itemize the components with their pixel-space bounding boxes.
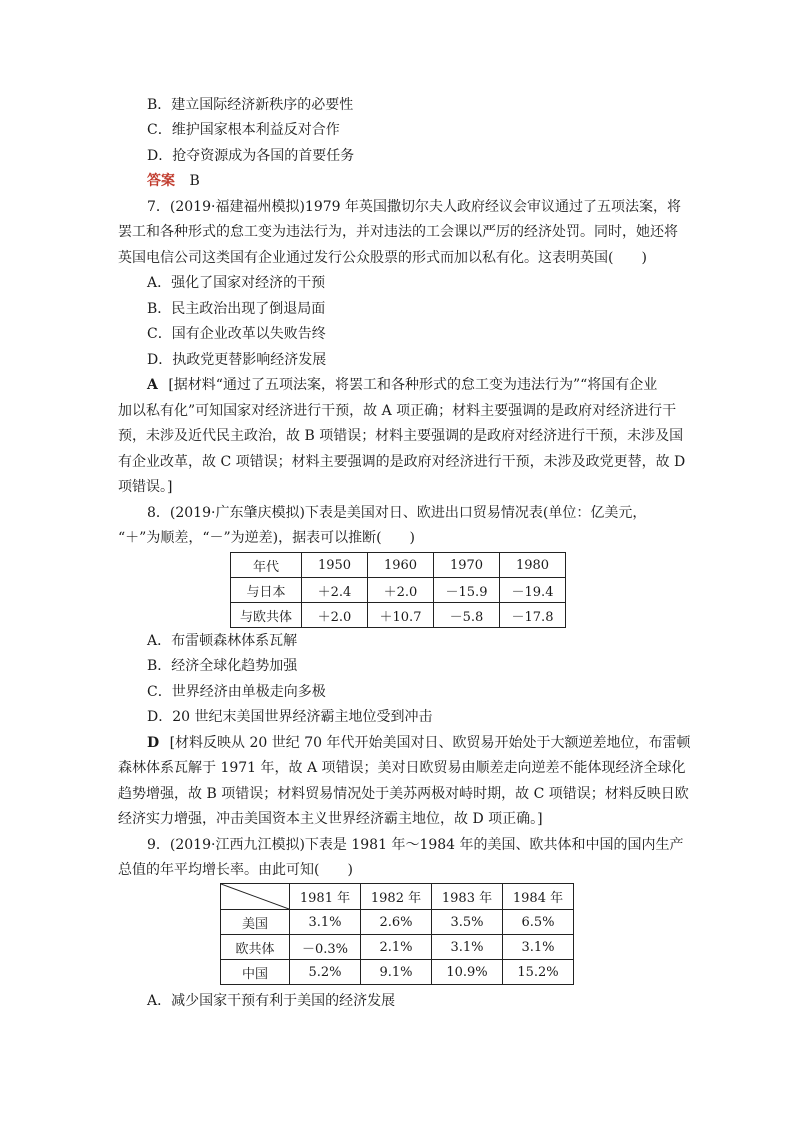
q8-explanation-line-2: 森林体系瓦解于 1971 年，故 A 项错误；美对日欧贸易由顺差走向逆差不能体现经济全球化 xyxy=(118,760,686,776)
table-header-cell: 1982 年 xyxy=(361,884,432,910)
table-cell: －17.8 xyxy=(500,603,566,628)
table-cell: 与日本 xyxy=(231,578,302,603)
table-cell: 3.1% xyxy=(432,935,503,960)
q8-trade-table xyxy=(230,552,566,628)
q7-explanation-line-3: 预，未涉及近代民主政治，故 B 项错误；材料主要强调的是政府对经济进行干预，未涉及国 xyxy=(118,428,684,444)
table-cell: 15.2% xyxy=(503,960,574,985)
table-row xyxy=(221,910,574,935)
q7-option-b: B．民主政治出现了倒退局面 xyxy=(147,301,326,317)
q6-option-b: B．建立国际经济新秩序的必要性 xyxy=(147,97,354,113)
explanation-text: [据材料“通过了五项法案，将罢工和各种形式的怠工变为违法行为”“将国有企业 xyxy=(168,377,658,393)
q6-answer xyxy=(147,171,200,191)
diagonal-line xyxy=(221,884,289,909)
table-cell: －0.3% xyxy=(290,935,361,960)
table-cell: 3.1% xyxy=(290,910,361,935)
answer-label: 答案 xyxy=(147,173,175,189)
table-cell: ＋2.0 xyxy=(302,603,368,628)
table-header-cell: 1980 xyxy=(500,553,566,578)
table-row xyxy=(231,578,566,603)
q7-explanation-line-5: 项错误。] xyxy=(118,479,173,495)
table-cell: ＋10.7 xyxy=(368,603,434,628)
table-row xyxy=(221,960,574,985)
explanation-answer-letter: A xyxy=(147,377,158,393)
q8-explanation-line-3: 趋势增强，故 B 项错误；材料贸易情况处于美苏两极对峙时期，故 C 项错误；材料反映日欧 xyxy=(118,786,689,802)
table-header-row xyxy=(231,553,566,578)
table-header-cell: 1970 xyxy=(434,553,500,578)
table-cell: ＋2.4 xyxy=(302,578,368,603)
q7-explanation-line-2: 加以私有化”可知国家对经济进行干预，故 A 项正确；材料主要强调的是政府对经济进行干 xyxy=(118,403,677,419)
q7-option-d: D．执政党更替影响经济发展 xyxy=(147,352,327,368)
q9-gdp-growth-table xyxy=(220,883,574,985)
table-cell: 3.1% xyxy=(503,935,574,960)
q9-stem-line-1: 9．(2019·江西九江模拟)下表是 1981 年～1984 年的美国、欧共体和中国的国内生产 xyxy=(147,837,684,853)
table-diagonal-corner xyxy=(221,884,290,910)
q7-explanation-line-1 xyxy=(147,375,657,395)
q7-option-a: A．强化了国家对经济的干预 xyxy=(147,275,326,291)
table-header-cell: 1950 xyxy=(302,553,368,578)
answer-value: B xyxy=(189,173,200,189)
table-cell: 6.5% xyxy=(503,910,574,935)
explanation-answer-letter: D xyxy=(147,735,160,751)
table-row xyxy=(221,935,574,960)
table-cell: 中国 xyxy=(221,960,290,985)
table-header-cell: 1983 年 xyxy=(432,884,503,910)
table-cell: －19.4 xyxy=(500,578,566,603)
q8-stem-line-1: 8．(2019·广东肇庆模拟)下表是美国对日、欧进出口贸易情况表(单位：亿美元， xyxy=(147,505,647,521)
q8-explanation-line-4: 经济实力增强，冲击美国资本主义世界经济霸主地位，故 D 项正确。] xyxy=(118,811,543,827)
q7-stem-line-3: 英国电信公司这类国有企业通过发行公众股票的形式而加以私有化。这表明英国( ) xyxy=(118,250,647,266)
q7-stem-line-2: 罢工和各种形式的怠工变为违法行为，并对违法的工会课以严厉的经济处罚。同时，她还将 xyxy=(118,224,678,240)
q8-option-a: A．布雷顿森林体系瓦解 xyxy=(147,633,298,649)
table-cell: 10.9% xyxy=(432,960,503,985)
table-cell: 2.6% xyxy=(361,910,432,935)
table-header-cell: 1981 年 xyxy=(290,884,361,910)
table-cell: 欧共体 xyxy=(221,935,290,960)
q9-option-a: A．减少国家干预有利于美国的经济发展 xyxy=(147,993,396,1009)
q8-stem-line-2: “＋”为顺差，“－”为逆差)，据表可以推断( ) xyxy=(118,530,416,546)
table-cell: 美国 xyxy=(221,910,290,935)
q7-explanation-line-4: 有企业改革，故 C 项错误；材料主要强调的是政府对经济进行干预，未涉及政党更替，故 D xyxy=(118,454,686,470)
table-header-cell: 年代 xyxy=(231,553,302,578)
q8-option-d: D．20 世纪末美国世界经济霸主地位受到冲击 xyxy=(147,709,433,725)
q8-option-b: B．经济全球化趋势加强 xyxy=(147,658,298,674)
q6-option-d: D．抢夺资源成为各国的首要任务 xyxy=(147,148,355,164)
table-row xyxy=(231,603,566,628)
explanation-text: [材料反映从 20 世纪 70 年代开始美国对日、欧贸易开始处于大额逆差地位，布雷顿 xyxy=(169,735,691,751)
table-cell: 2.1% xyxy=(361,935,432,960)
q9-stem-line-2: 总值的年平均增长率。由此可知( ) xyxy=(118,862,353,878)
q7-option-c: C．国有企业改革以失败告终 xyxy=(147,326,326,342)
table-header-cell: 1984 年 xyxy=(503,884,574,910)
table-header-cell: 1960 xyxy=(368,553,434,578)
table-cell: －5.8 xyxy=(434,603,500,628)
q8-option-c: C．世界经济由单极走向多极 xyxy=(147,684,326,700)
q7-stem-line-1: 7．(2019·福建福州模拟)1979 年英国撒切尔夫人政府经议会审议通过了五项法案，将 xyxy=(147,199,681,215)
table-cell: ＋2.0 xyxy=(368,578,434,603)
table-header-row xyxy=(221,884,574,910)
table-cell: 9.1% xyxy=(361,960,432,985)
table-cell: 与欧共体 xyxy=(231,603,302,628)
table-cell: －15.9 xyxy=(434,578,500,603)
table-cell: 3.5% xyxy=(432,910,503,935)
q6-option-c: C．维护国家根本利益反对合作 xyxy=(147,122,340,138)
q8-explanation-line-1 xyxy=(147,733,690,753)
table-cell: 5.2% xyxy=(290,960,361,985)
